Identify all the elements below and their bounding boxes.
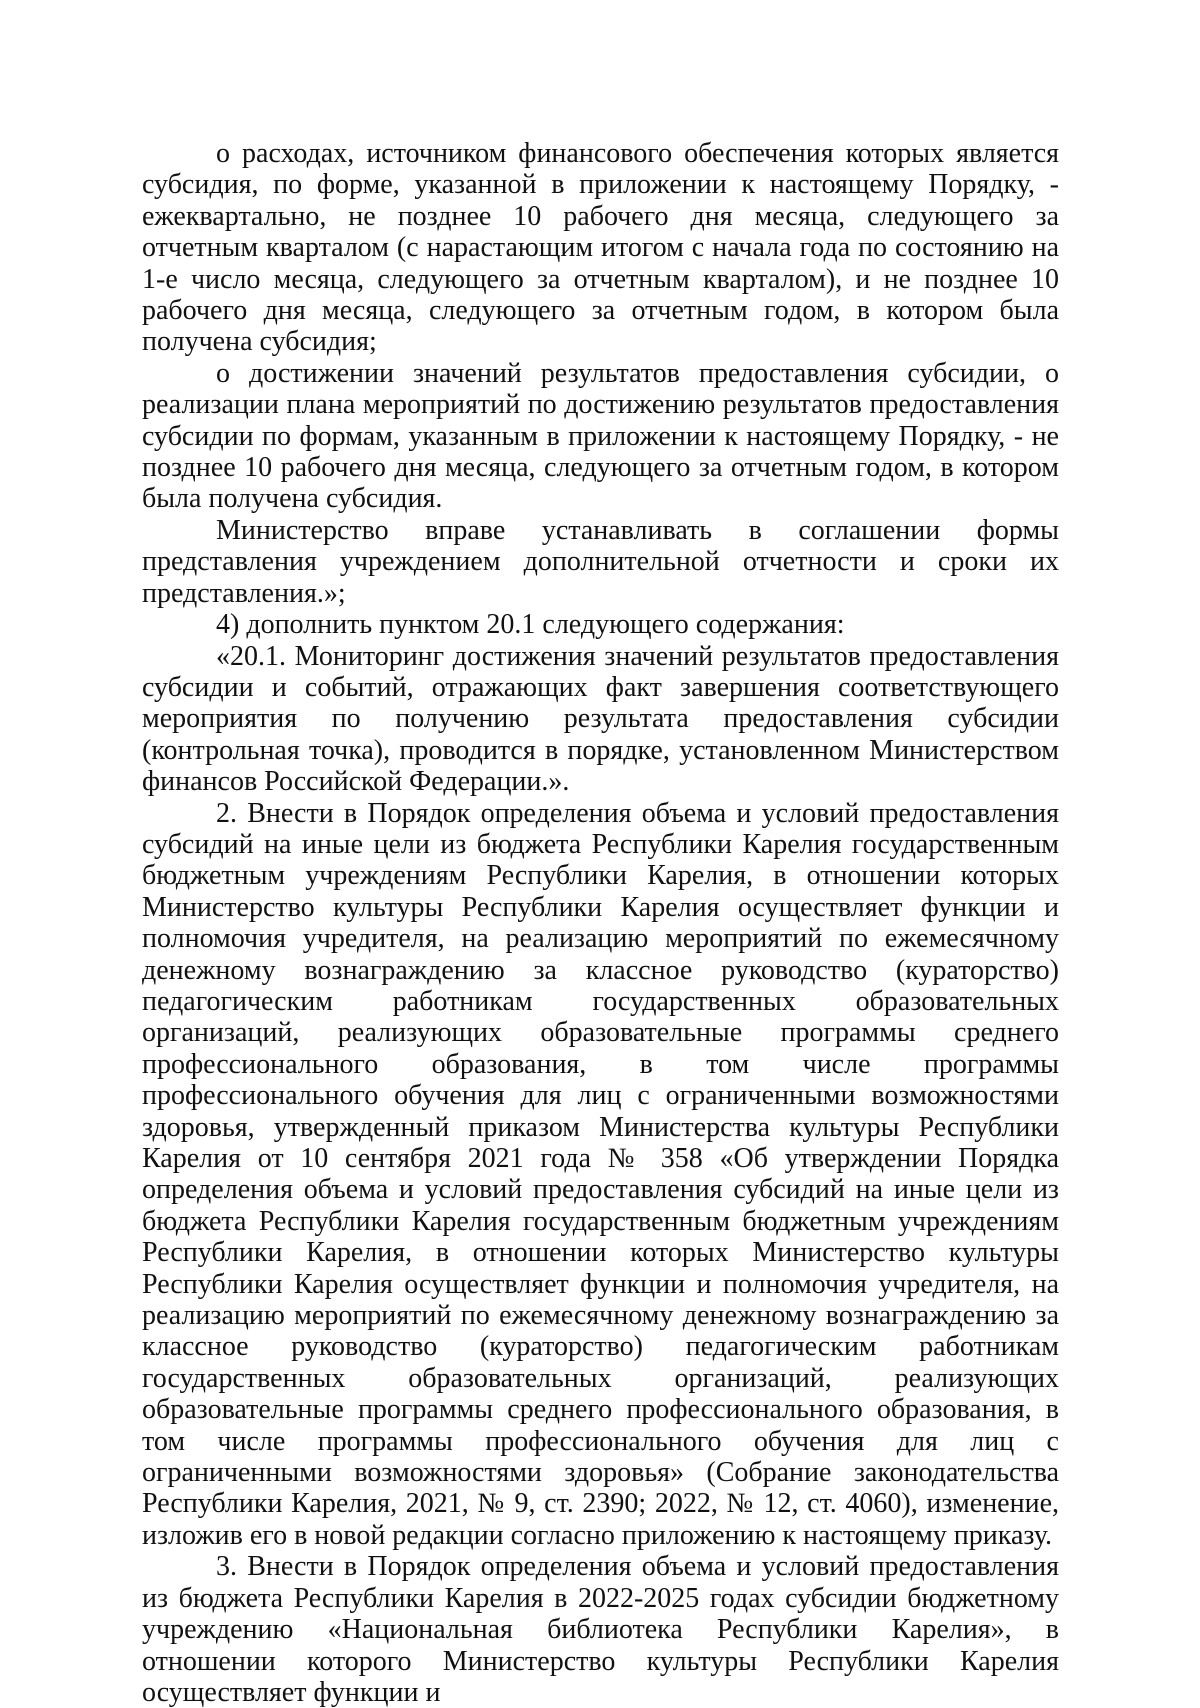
paragraph-section-3: 3. Внести в Порядок определения объема и условий предоставления из бюджета Республики Карелия в 2022-2025 годах субсидии бюджетному учреждению «Национальная библиотека Республики Карелия», в отношении которого Министерство культуры Республики Карелия осуществляет функции и (142, 1551, 1059, 1708)
paragraph-reporting-results: о достижении значений результатов предоставления субсидии, о реализации плана мероприятий по достижению результатов предоставления субсидии по формам, указанным в приложении к настоящему Порядку, - не позднее 10 рабочего дня месяца, следующего за отчетным годом, в котором была получена субсидия. (142, 357, 1059, 515)
paragraph-item-4: 4) дополнить пунктом 20.1 следующего содержания: (216, 609, 845, 641)
document-body (142, 138, 1059, 1708)
paragraph-section-2: 2. Внести в Порядок определения объема и условий предоставления субсидий на иные цели из бюджета Республики Карелия государственным бюджетным учреждениям Республики Карелия, в отношении которых Министерство культуры Республики Карелия осуществляет функции и полномочия учредителя, на реализацию мероприятий по ежемесячному денежному вознаграждению за классное руководство (кураторство) педагогическим работникам государственных образовательных организаций, реализующих образовательные программы среднего профессионального образования, в том числе программы профессионального обучения для лиц с ограниченными возможностями здоровья, утвержденный приказом Министерства культуры Республики Карелия от 10 сентября 2021 года № 358 «Об утверждении Порядка определения объема и условий предоставления субсидий на иные цели из бюджета Республики Карелия государственным бюджетным учреждениям Республики Карелия, в отношении которых Министерство культуры Республики Карелия осуществляет функции и полномочия учредителя, на реализацию мероприятий по ежемесячному денежному вознаграждению за классное руководство (кураторство) педагогическим работникам государственных образовательных организаций, реализующих образовательные программы среднего профессионального образования, в том числе программы профессионального обучения для лиц с ограниченными возможностями здоровья» (Собрание законодательства Республики Карелия, 2021, № 9, ст. 2390; 2022, № 12, ст. 4060), изменение, изложив его в новой редакции согласно приложению к настоящему приказу. (142, 797, 1059, 1551)
paragraph-reporting-expenses: о расходах, источником финансового обеспечения которых является субсидия, по форме, указанной в приложении к настоящему Порядку, - ежеквартально, не позднее 10 рабочего дня месяца, следующего за отчетным кварталом (с нарастающим итогом с начала года по состоянию на 1-е число месяца, следующего за отчетным кварталом), и не позднее 10 рабочего дня месяца, следующего за отчетным годом, в котором была получена субсидия; (142, 138, 1059, 358)
paragraph-ministry-right: Министерство вправе устанавливать в соглашении формы представления учреждением дополнительной отчетности и сроки их представления.»; (142, 514, 1059, 609)
paragraph-point-20-1: «20.1. Мониторинг достижения значений результатов предоставления субсидии и событий, отражающих факт завершения соответствующего мероприятия по получению результата предоставления субсидии (контрольная точка), проводится в порядке, установленном Министерством финансов Российской Федерации.». (142, 640, 1059, 798)
